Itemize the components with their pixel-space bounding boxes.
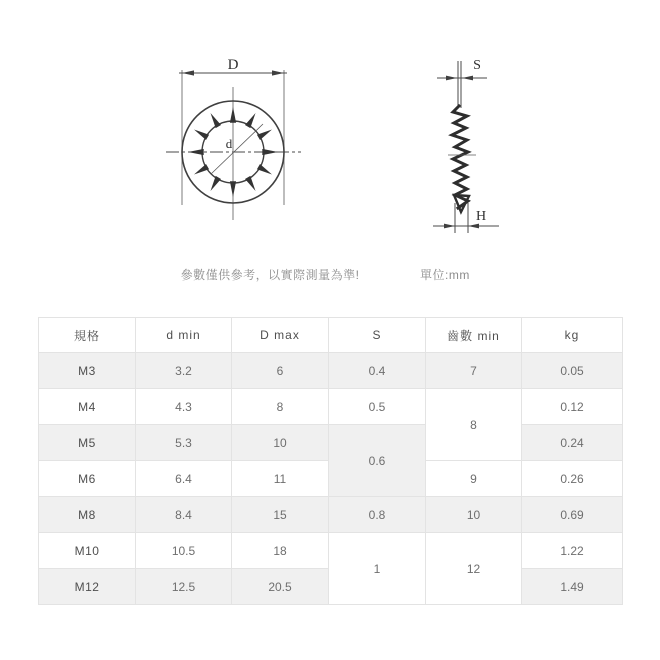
table-cell: M5 [39,425,136,461]
washer-tooth [230,181,236,197]
table-cell: 15 [232,497,329,533]
arrowhead-h-left-icon [444,224,455,229]
washer-side-view-figure [425,50,510,245]
table-cell: 8 [426,389,522,461]
table-header-row [39,318,623,353]
col-header-s: S [329,318,426,353]
col-header-teeth-min: 齒數 min [426,318,522,353]
arrowhead-h-right-icon [468,224,479,229]
table-cell: 6 [232,353,329,389]
table-cell: 1.49 [522,569,623,605]
table-cell: 5.3 [136,425,232,461]
arrowhead-s-right-icon [462,76,473,81]
table-cell: 10 [426,497,522,533]
outer-diameter-label: D [227,57,239,73]
spec-table-container [38,317,622,605]
col-header-kg: kg [522,318,623,353]
washer-tooth [257,130,272,141]
table-cell: M4 [39,389,136,425]
table-cell: 1.22 [522,533,623,569]
table-cell: 1 [329,533,426,605]
washer-tooth [194,164,209,175]
washer-tooth [245,176,256,191]
table-cell: 8 [232,389,329,425]
disclaimer-text: 參數僅供參考，以實際測量為準! [180,268,360,282]
table-cell: 0.05 [522,353,623,389]
table-cell: 0.26 [522,461,623,497]
table-cell: M6 [39,461,136,497]
table-cell: 0.4 [329,353,426,389]
table-cell: 0.24 [522,425,623,461]
table-cell: M10 [39,533,136,569]
table-cell: 0.5 [329,389,426,425]
col-header-d-max: D max [232,318,329,353]
table-row [39,497,623,533]
table-cell: 20.5 [232,569,329,605]
table-cell: M12 [39,569,136,605]
table-cell: 0.8 [329,497,426,533]
table-cell: 3.2 [136,353,232,389]
table-row [39,353,623,389]
table-cell: 12 [426,533,522,605]
col-header-spec: 規格 [39,318,136,353]
col-header-d-min: d min [136,318,232,353]
serrated-profile [452,106,468,208]
arrowhead-right-icon [272,70,284,75]
table-cell: 18 [232,533,329,569]
table-row [39,425,623,461]
table-cell: 0.12 [522,389,623,425]
washer-tooth [188,149,204,155]
table-cell: 9 [426,461,522,497]
table-cell: 6.4 [136,461,232,497]
washer-tooth [211,176,222,191]
table-cell: 0.69 [522,497,623,533]
table-row [39,389,623,425]
washer-top-view-figure [150,40,325,235]
table-cell: 4.3 [136,389,232,425]
washer-tooth [262,149,278,155]
spec-table-body [39,353,623,605]
spec-table [38,317,623,605]
inner-diameter-leader [211,124,263,174]
washer-tooth [230,107,236,123]
table-cell: 10 [232,425,329,461]
inner-diameter-label: d [225,136,233,151]
table-cell: 10.5 [136,533,232,569]
table-cell: 11 [232,461,329,497]
table-cell: 12.5 [136,569,232,605]
washer-tooth [211,113,222,128]
unit-text: 單位:mm [420,268,470,282]
table-cell: M8 [39,497,136,533]
washer-tooth [257,164,272,175]
height-label: H [475,209,487,224]
arrowhead-left-icon [182,70,194,75]
washer-tooth [245,113,256,128]
arrowhead-s-left-icon [446,76,457,81]
table-cell: 0.6 [329,425,426,497]
table-cell: 7 [426,353,522,389]
table-cell: 8.4 [136,497,232,533]
washer-tooth [194,130,209,141]
table-cell: M3 [39,353,136,389]
table-row [39,533,623,569]
thickness-label: S [473,58,481,73]
